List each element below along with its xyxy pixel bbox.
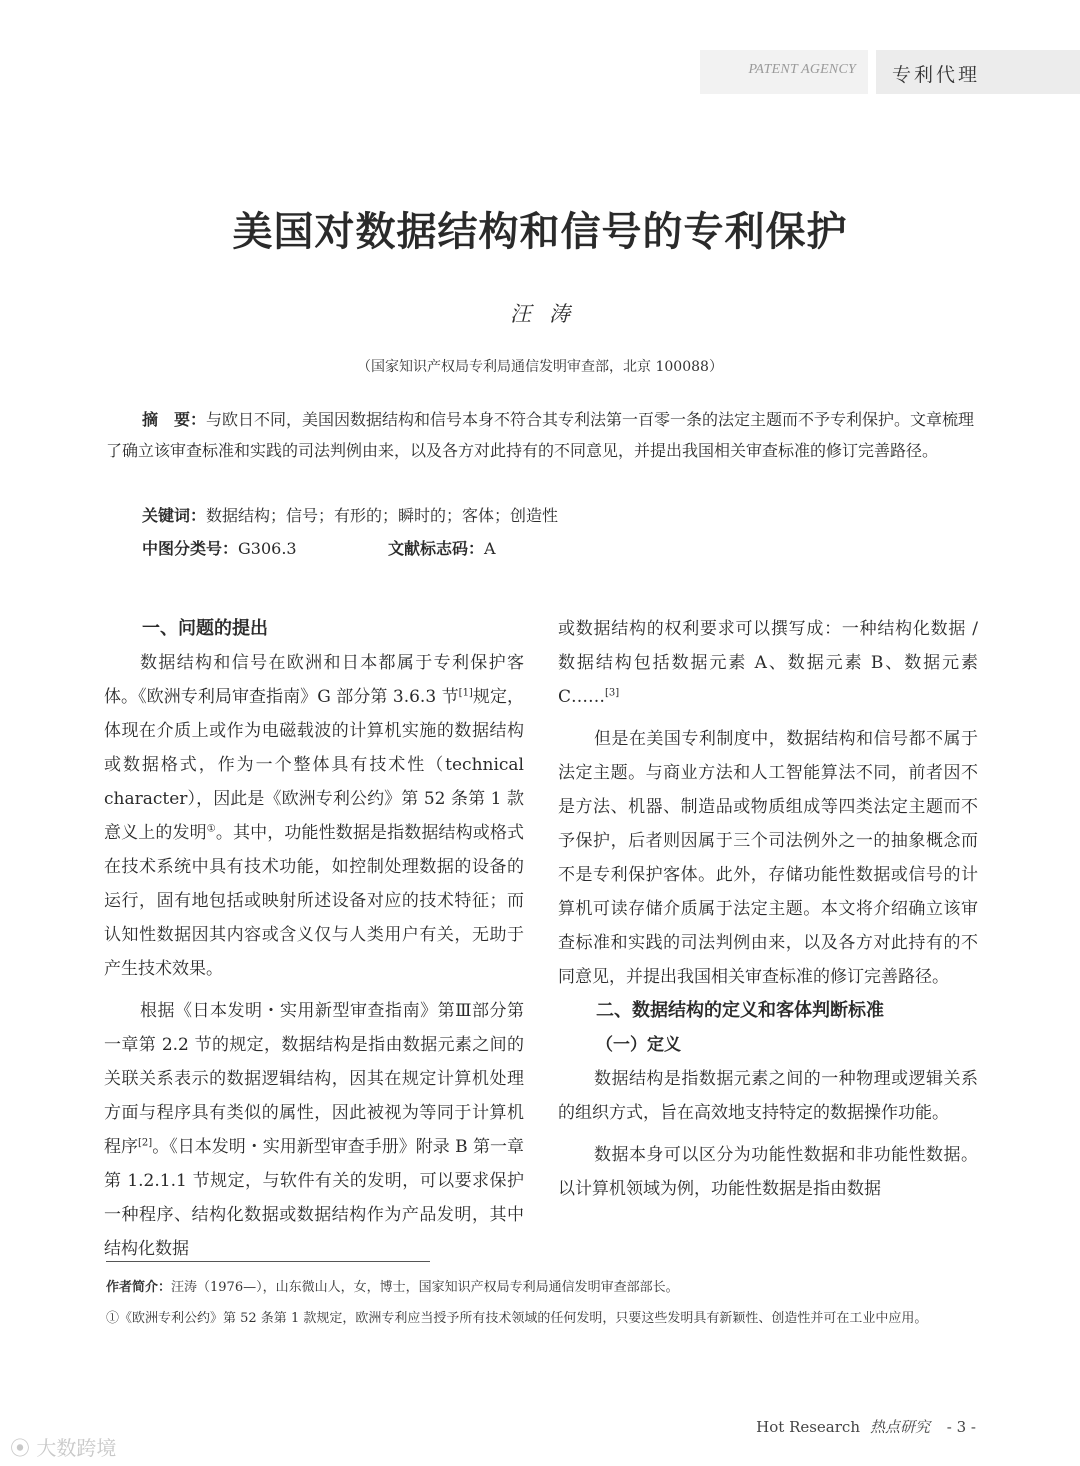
watermark-text: 大数跨境: [36, 1436, 117, 1460]
paragraph: [104, 994, 524, 1266]
header-chinese-box: [876, 50, 1080, 94]
text-run: 。《日本发明・实用新型审查手册》附录 B 第一章第 1.2.1.1 节规定，与软件有关的发明，可以要求保护一种程序、结构化数据或数据结构作为产品发明，其中结构化数据: [104, 1137, 525, 1259]
author: 汪涛: [510, 302, 588, 326]
classification-value: G306.3: [238, 539, 297, 558]
text-run: 根据《日本发明・实用新型审查指南》第Ⅲ部分第一章第 2.2 节的规定，数据结构是指由数据元素之间的关联关系表示的数据逻辑结构，因其在规定计算机处理方面与程序具有类似的属性，因此被视为等同于计算机程序: [104, 1001, 524, 1157]
classification-label: 中图分类号：: [142, 539, 239, 558]
abstract: [106, 404, 978, 466]
classification: [142, 536, 496, 559]
text-run: 规定，体现在介质上或作为电磁载波的计算机实施的数据结构或数据格式，作为一个整体具有技术性（technical character），因此是《欧洲专利公约》第 52 条第 1 款意义上的发明: [104, 687, 525, 843]
reference-3[interactable]: [3]: [605, 687, 620, 699]
watermark-logo-icon: ⦿: [10, 1436, 37, 1460]
header-english-box: [700, 50, 868, 94]
abstract-text: 与欧日不同，美国因数据结构和信号本身不符合其专利法第一百零一条的法定主题而不予专利保护。文章梳理了确立该审查标准和实践的司法判例由来，以及各方对此持有的不同意见，并提出我国相关审查标准的修订完善路径。: [106, 410, 975, 460]
footer-english: Hot Research: [756, 1418, 860, 1436]
keywords-label: 关键词：: [142, 506, 207, 525]
header-english: PATENT AGENCY: [748, 62, 856, 77]
footer-chinese: 热点研究: [869, 1418, 930, 1436]
header-chinese: 专利代理: [892, 64, 981, 86]
affiliation: （国家知识产权局专利局通信发明审查部，北京 100088）: [357, 359, 723, 375]
text-run: 或数据结构的权利要求可以撰写成：一种结构化数据 / 数据结构包括数据元素 A、数据元素 B、数据元素 C……: [558, 619, 978, 707]
paragraph: 数据结构是指数据元素之间的一种物理或逻辑关系的组织方式，旨在高效地支持特定的数据操作功能。: [558, 1069, 978, 1123]
reference-2[interactable]: [2]: [138, 1137, 153, 1149]
paragraph: 但是在美国专利制度中，数据结构和信号都不属于法定主题。与商业方法和人工智能算法不同，前者因不是方法、机器、制造品或物质组成等四类法定主题而不予保护，后者则因属于三个司法例外之一的抽象概念而不是专利保护客体。此外，存储功能性数据或信号的计算机可读存储介质属于法定主题。本文将介绍确立该审查标准和实践的司法判例由来，以及各方对此持有的不同意见，并提出我国相关审查标准的修订完善路径。: [558, 729, 978, 987]
footnote-1: ①《欧洲专利公约》第 52 条第 1 款规定，欧洲专利应当授予所有技术领域的任何发明，只要这些发明具有新颖性、创造性并可在工业中应用。: [106, 1311, 928, 1326]
subsection-heading: （一）定义: [596, 1035, 681, 1055]
document-code-value: A: [484, 539, 496, 558]
section-heading-1: 一、问题的提出: [142, 618, 268, 639]
page-footer: [756, 1416, 976, 1437]
bio-label: 作者简介：: [106, 1280, 172, 1295]
page-number: - 3 -: [946, 1418, 976, 1436]
abstract-label: 摘 要：: [142, 410, 207, 429]
text-run: 。其中，功能性数据是指数据结构或格式在技术系统中具有技术功能，如控制处理数据的设备的运行，固有地包括或映射所述设备对应的技术特征；而认知性数据因其内容或含义仅与人类用户有关，无助于产生技术效果。: [104, 823, 525, 979]
document-code: [388, 536, 496, 559]
paragraph: 数据本身可以区分为功能性数据和非功能性数据。以计算机领域为例，功能性数据是指由数据: [558, 1145, 978, 1199]
keywords-text: 数据结构；信号；有形的；瞬时的；客体；创造性: [206, 506, 559, 525]
keywords: [142, 503, 558, 526]
paragraph: [104, 646, 524, 986]
footnote-ref-1[interactable]: ①: [206, 823, 216, 835]
right-column: [558, 612, 978, 1206]
article-title: 美国对数据结构和信号的专利保护: [232, 208, 848, 255]
author-bio: [106, 1276, 978, 1300]
watermark: [10, 1432, 116, 1461]
footnote-rule: [106, 1261, 430, 1262]
section-heading-2: 二、数据结构的定义和客体判断标准: [596, 1000, 884, 1021]
paragraph: [558, 612, 978, 714]
document-code-label: 文献标志码：: [388, 539, 485, 558]
text-run: 数据结构和信号在欧洲和日本都属于专利保护客体。《欧洲专利局审查指南》G 部分第 3.6.3 节: [104, 653, 524, 707]
bio-text: 汪涛（1976—），山东微山人，女，博士，国家知识产权局专利局通信发明审查部部长。: [171, 1280, 679, 1295]
reference-1[interactable]: [1]: [458, 687, 473, 699]
left-column: [104, 612, 524, 1266]
